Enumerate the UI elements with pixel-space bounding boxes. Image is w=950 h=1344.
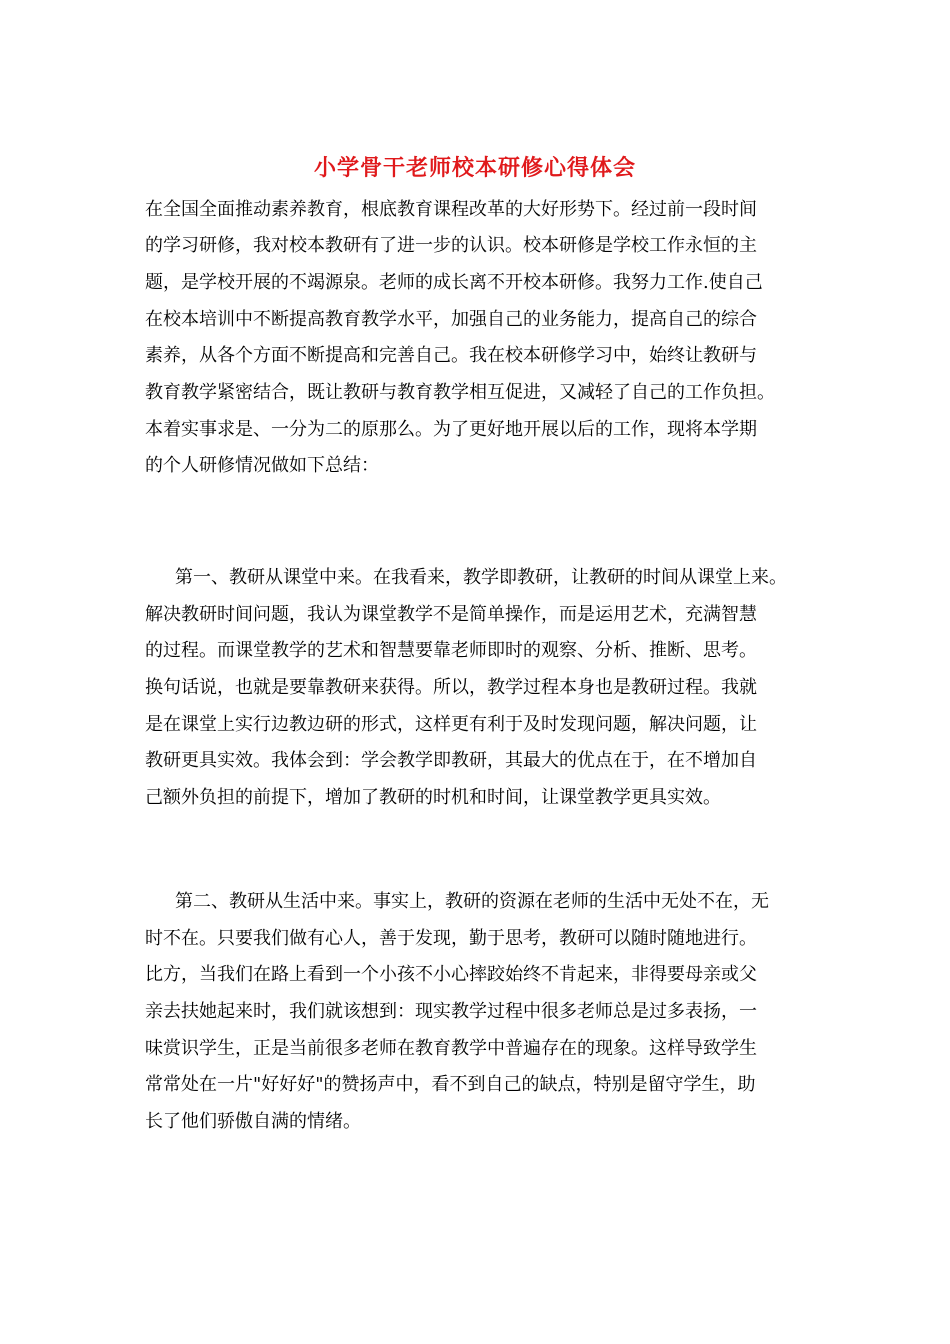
paragraph-1-line: 在全国全面推动素养教育，根底教育课程改革的大好形势下。经过前一段时间 (145, 199, 757, 220)
paragraph-3-line: 亲去扶她起来时，我们就该想到：现实教学过程中很多老师总是过多表扬，一 (145, 1001, 757, 1022)
paragraph-1-line: 教育教学紧密结合，既让教研与教育教学相互促进，又减轻了自己的工作负担。 (145, 382, 775, 403)
paragraph-3-line: 常常处在一片"好好好"的赞扬声中，看不到自己的缺点，特别是留守学生，助 (145, 1074, 756, 1095)
paragraph-3-line: 比方，当我们在路上看到一个小孩不小心摔跤始终不肯起来，非得要母亲或父 (145, 964, 757, 985)
paragraph-1-line: 本着实事求是、一分为二的原那么。为了更好地开展以后的工作，现将本学期 (145, 419, 757, 440)
paragraph-1-line: 在校本培训中不断提高教育教学水平，加强自己的业务能力，提高自己的综合 (145, 309, 757, 330)
paragraph-3-line: 味赏识学生，正是当前很多老师在教育教学中普遍存在的现象。这样导致学生 (145, 1038, 757, 1059)
paragraph-2-line: 是在课堂上实行边教边研的形式，这样更有利于及时发现问题，解决问题，让 (145, 714, 757, 735)
paragraph-1-line: 的学习研修，我对校本教研有了进一步的认识。校本研修是学校工作永恒的主 (145, 235, 757, 256)
paragraph-3-line: 时不在。只要我们做有心人，善于发现，勤于思考，教研可以随时随地进行。 (145, 928, 757, 949)
paragraph-2-line: 解决教研时间问题，我认为课堂教学不是简单操作，而是运用艺术，充满智慧 (145, 604, 757, 625)
document-title: 小学骨干老师校本研修心得体会 (313, 155, 636, 181)
paragraph-2-line: 教研更具实效。我体会到：学会教学即教研，其最大的优点在于，在不增加自 (145, 750, 757, 771)
paragraph-1-line: 题，是学校开展的不竭源泉。老师的成长离不开校本研修。我努力工作.使自己 (145, 272, 763, 293)
paragraph-1-line: 的个人研修情况做如下总结： (145, 455, 379, 476)
paragraph-2-line: 第一、教研从课堂中来。在我看来，教学即教研，让教研的时间从课堂上来。 (175, 567, 787, 588)
paragraph-2-line: 的过程。而课堂教学的艺术和智慧要靠老师即时的观察、分析、推断、思考。 (145, 640, 757, 661)
paragraph-1-line: 素养，从各个方面不断提高和完善自己。我在校本研修学习中，始终让教研与 (145, 345, 757, 366)
paragraph-3-line: 第二、教研从生活中来。事实上，教研的资源在老师的生活中无处不在，无 (175, 891, 769, 912)
paragraph-3-line: 长了他们骄傲自满的情绪。 (145, 1111, 361, 1132)
paragraph-2-line: 己额外负担的前提下，增加了教研的时机和时间，让课堂教学更具实效。 (145, 787, 721, 808)
paragraph-2-line: 换句话说，也就是要靠教研来获得。所以，教学过程本身也是教研过程。我就 (145, 677, 757, 698)
